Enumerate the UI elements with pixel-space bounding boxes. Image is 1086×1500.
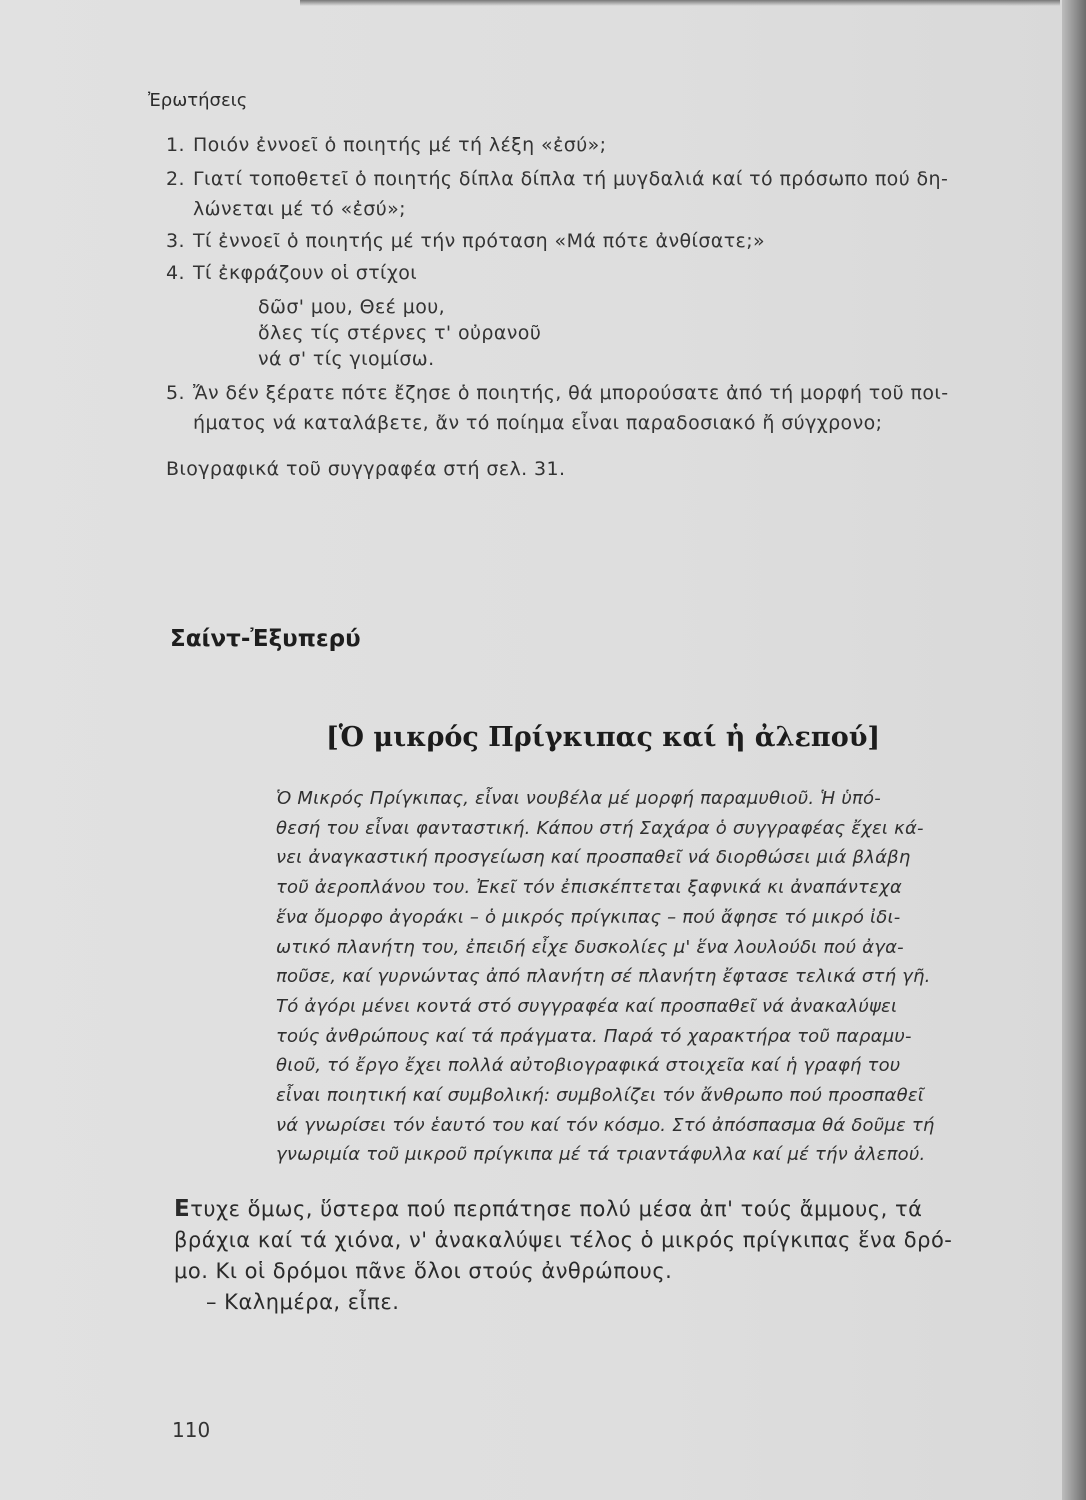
question-number: 4. (166, 262, 185, 284)
intro-line: τούς ἀνθρώπους καί τά πράγματα. Παρά τό χαρακτήρα τοῦ παραμυ- (276, 1025, 912, 1047)
question-2 (166, 164, 1026, 224)
question-number: 1. (166, 134, 185, 156)
story-line: βράχια καί τά χιόνα, ν' ἀνακαλύψει τέλος ὁ μικρός πρίγκιπας ἕνα δρό- (174, 1228, 953, 1252)
intro-line: θιοῦ, τό ἔργο ἔχει πολλά αὐτοβιογραφικά στοιχεῖα καί ἡ γραφή του (276, 1055, 901, 1077)
story-line: – Καλημέρα, εἶπε. (206, 1290, 400, 1314)
intro-line: εἶναι ποιητική καί συμβολική: συμβολίζει τόν ἄνθρωπο πού προσπαθεῖ (276, 1085, 925, 1107)
biography-note: Βιογραφικά τοῦ συγγραφέα στή σελ. 31. (166, 458, 566, 480)
scan-shadow (300, 0, 1060, 6)
question-text: Τί ἐκφράζουν οἱ στίχοι (193, 262, 418, 284)
story-line: μο. Κι οἱ δρόμοι πᾶνε ὅλοι στούς ἀνθρώπους. (174, 1259, 673, 1283)
question-text: Γιατί τοποθετεῖ ὁ ποιητής δίπλα δίπλα τή μυγδαλιά καί τό πρόσωπο πού δη- (193, 168, 949, 190)
story-line-text: τυχε ὅμως, ὕστερα πού περπάτησε πολύ μέσα ἀπ' τούς ἄμμους, τά (190, 1197, 923, 1221)
intro-line: Ὁ Μικρός Πρίγκιπας, εἶναι νουβέλα μέ μορφή παραμυθιοῦ. Ἡ ὑπό- (276, 788, 881, 809)
intro-line: Τό ἀγόρι μένει κοντά στό συγγραφέα καί προσπαθεῖ νά ἀνακαλύψει (276, 995, 898, 1017)
question-text: Ἄν δέν ξέρατε πότε ἔζησε ὁ ποιητής, θά μπορούσατε ἀπό τή μορφή τοῦ ποι- (193, 382, 949, 404)
intro-line: ἕνα ὄμορφο ἀγοράκι – ὁ μικρός πρίγκιπας – πού ἄφησε τό μικρό ἰδι- (276, 906, 901, 928)
verse-line: δῶσ' μου, Θεέ μου, (258, 296, 446, 318)
story-line (174, 1194, 1014, 1225)
question-number: 5. (166, 382, 185, 404)
verse-line: ὅλες τίς στέρνες τ' οὐρανοῦ (258, 322, 542, 344)
question-text: ήματος νά καταλάβετε, ἄν τό ποίημα εἶναι παραδοσιακό ἤ σύγχρονο; (193, 412, 883, 434)
intro-line: θεσή του εἶναι φανταστική. Κάπου στή Σαχάρα ὁ συγγραφέας ἔχει κά- (276, 817, 924, 839)
question-text: Τί ἐννοεῖ ὁ ποιητής μέ τήν πρόταση «Μά πότε ἀνθίσατε;» (193, 230, 766, 252)
question-1 (166, 130, 1026, 160)
intro-line: ποῦσε, καί γυρνώντας ἀπό πλανήτη σέ πλανήτη ἔφτασε τελικά στή γῆ. (276, 966, 931, 988)
story-text (174, 1194, 1014, 1318)
question-text: Ποιόν ἐννοεῖ ὁ ποιητής μέ τή λέξη «ἐσύ»; (193, 134, 607, 156)
question-3 (166, 226, 1026, 256)
questions-heading: Ἐρωτήσεις (148, 90, 248, 111)
question-4 (166, 258, 1026, 288)
verse-line: νά σ' τίς γιομίσω. (258, 348, 435, 370)
work-title: [Ὁ μικρός Πρίγκιπας καί ἡ ἀλεπού] (326, 722, 881, 753)
intro-line: νει ἀναγκαστική προσγείωση καί προσπαθεῖ νά διορθώσει μιά βλάβη (276, 847, 911, 869)
intro-paragraph (276, 784, 1004, 1170)
drop-cap: Ε (174, 1196, 191, 1222)
question-number: 2. (166, 168, 185, 190)
intro-line: ωτικό πλανήτη του, ἐπειδή εἶχε δυσκολίες μ' ἕνα λουλούδι πού ἀγα- (276, 936, 904, 958)
author-heading: Σαίντ-Ἐξυπερύ (170, 626, 361, 652)
intro-line: τοῦ ἀεροπλάνου του. Ἐκεῖ τόν ἐπισκέπτεται ξαφνικά κι ἀναπάντεχα (276, 877, 902, 899)
question-text: λώνεται μέ τό «ἐσύ»; (193, 198, 406, 220)
page-edge-shadow (1062, 0, 1086, 1500)
page-number: 110 (172, 1418, 211, 1442)
question-5 (166, 378, 1026, 438)
question-number: 3. (166, 230, 185, 252)
intro-line: γνωριμία τοῦ μικροῦ πρίγκιπα μέ τά τριαντάφυλλα καί μέ τήν ἀλεπού. (276, 1144, 926, 1166)
intro-line: νά γνωρίσει τόν ἑαυτό του καί τόν κόσμο. Στό ἀπόσπασμα θά δοῦμε τή (276, 1114, 935, 1136)
